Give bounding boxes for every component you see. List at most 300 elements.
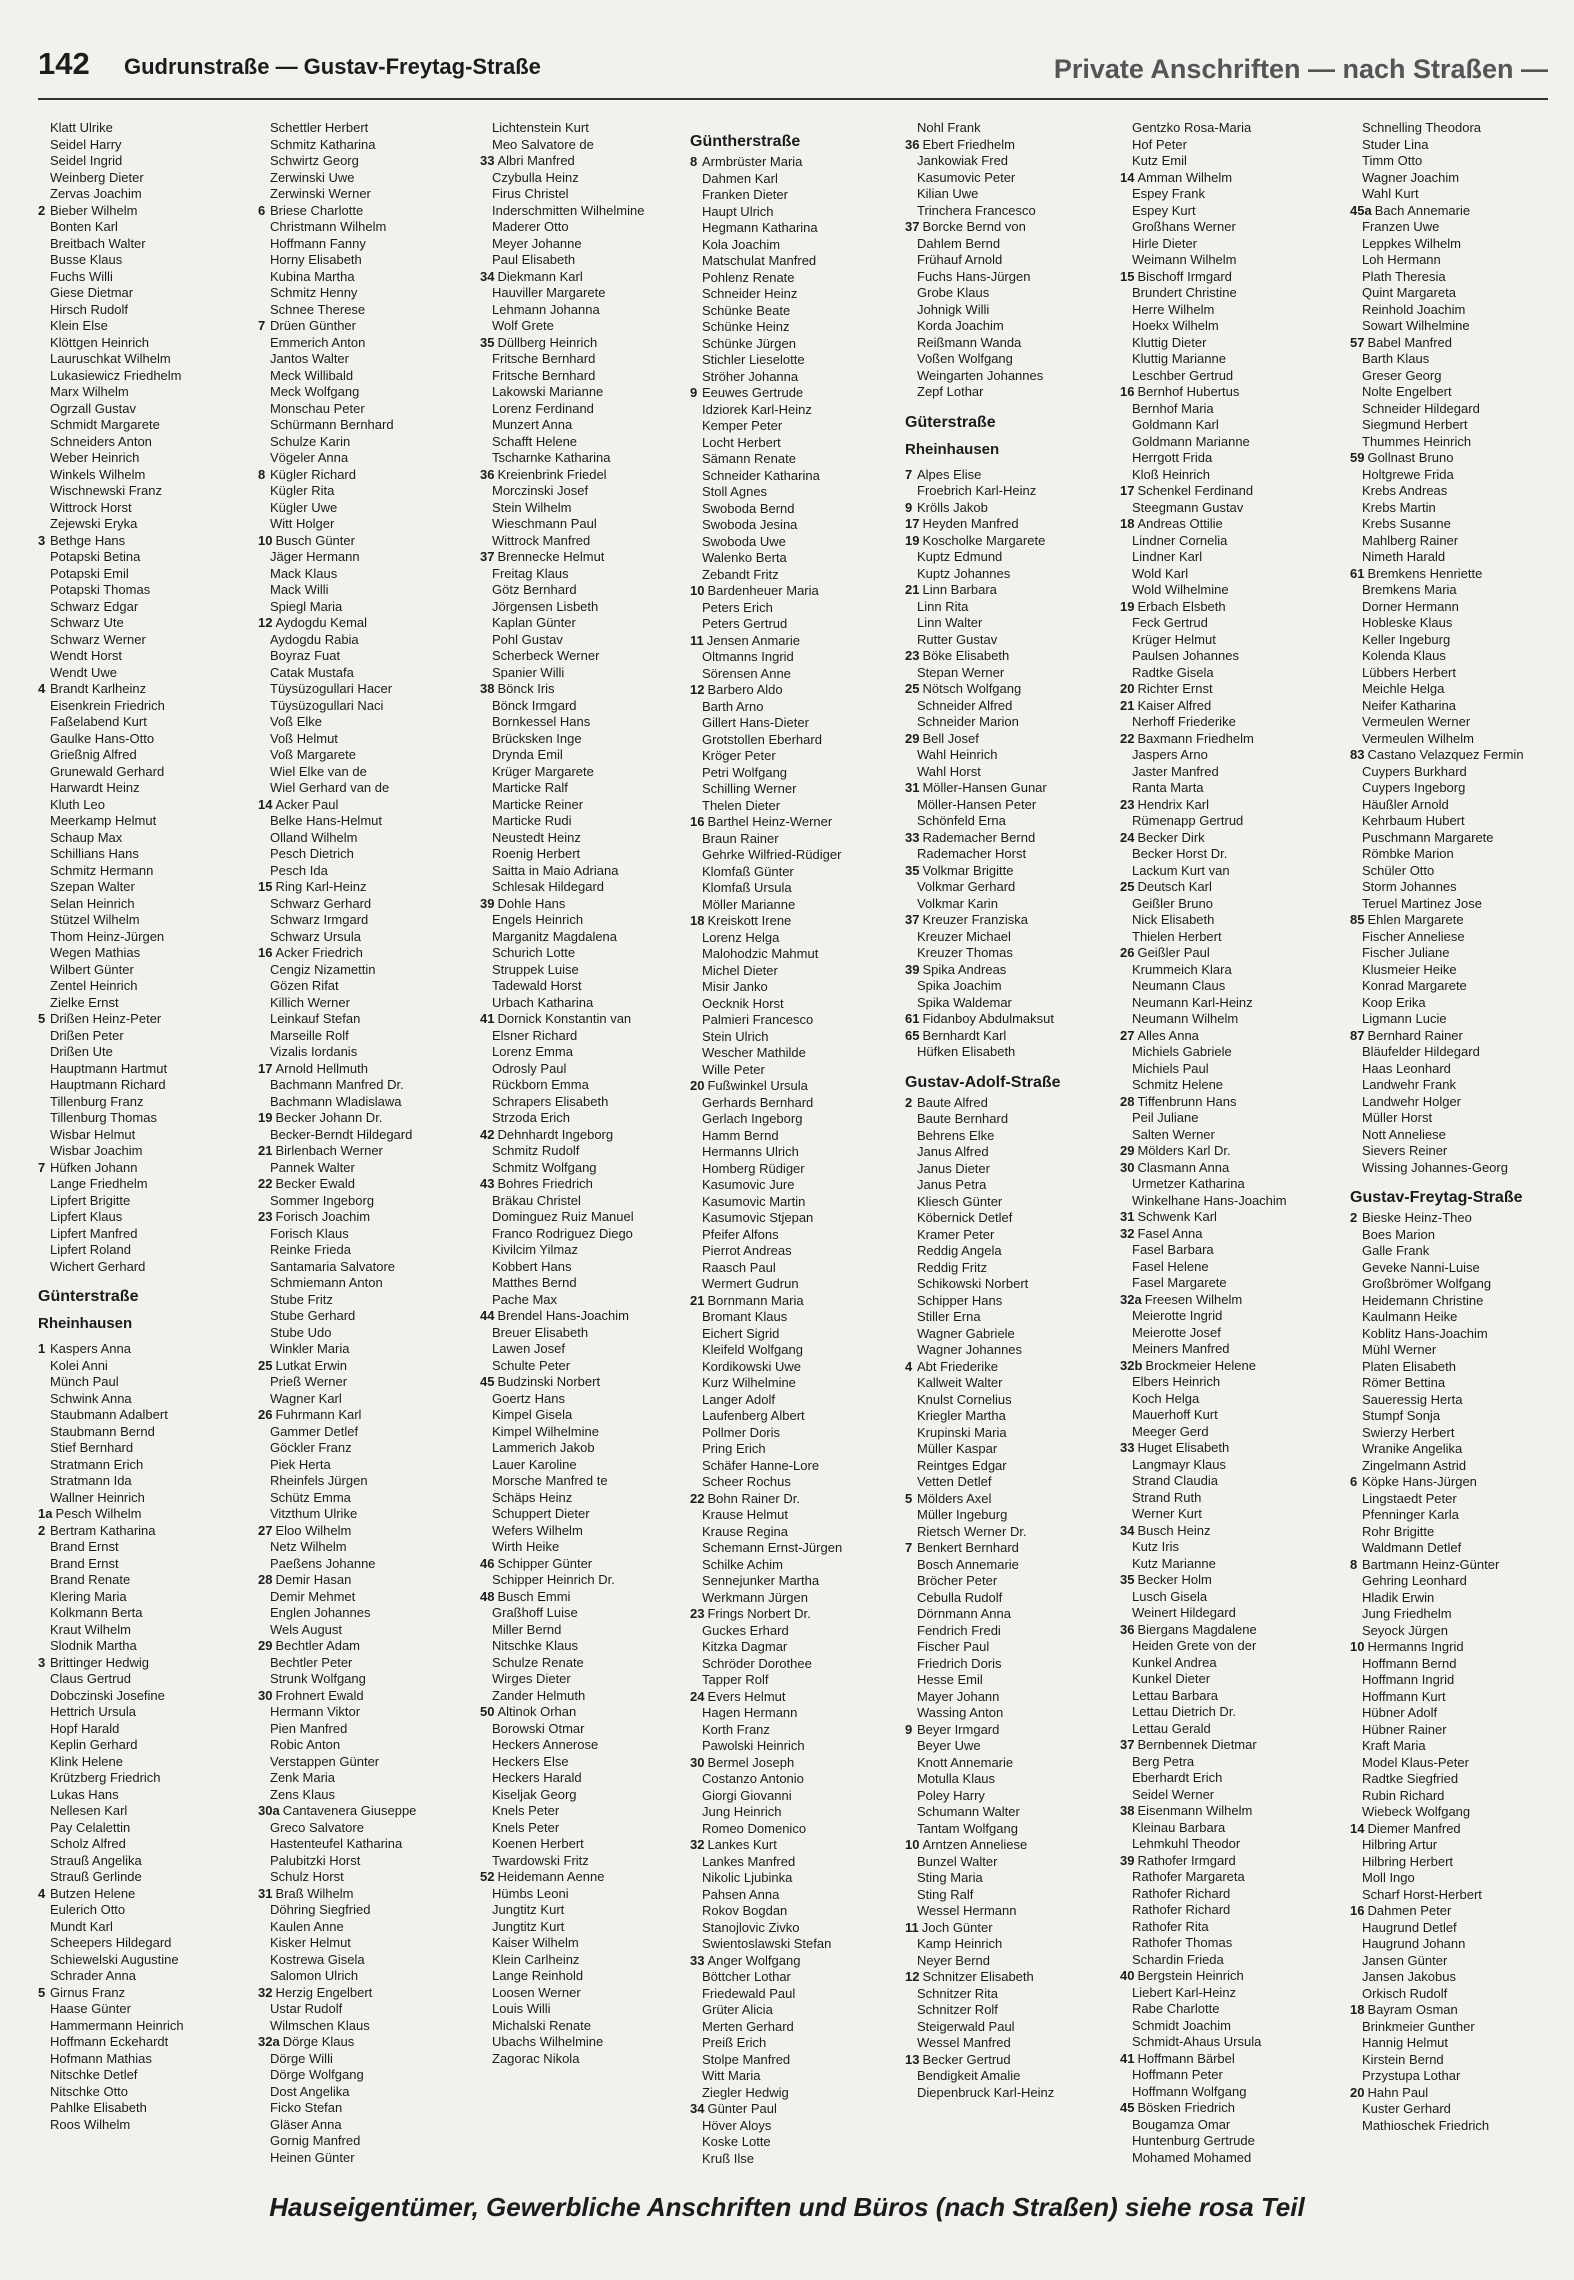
- resident-name: Heckers Annerose: [492, 1737, 599, 1752]
- resident-name: Wischnewski Franz: [50, 483, 162, 498]
- resident-name: Koske Lotte: [702, 2134, 771, 2149]
- resident-name: Jungtitz Kurt: [492, 1918, 565, 1934]
- house-number: 9: [905, 1721, 913, 1737]
- resident-entry: [480, 285, 690, 302]
- house-number: 45: [480, 1374, 495, 1389]
- resident-entry: [905, 1309, 1120, 1326]
- resident-name: Brandt Karlheinz: [50, 681, 147, 696]
- resident-name: Lipfert Brigitte: [50, 1192, 131, 1208]
- resident-name: Seidel Ingrid: [50, 153, 123, 168]
- district-heading: Rheinhausen: [38, 1315, 133, 1332]
- resident-entry: [905, 1771, 1120, 1788]
- resident-name: Heidemann Aenne: [497, 1869, 605, 1884]
- resident-entry: [258, 2084, 480, 2101]
- resident-entry: [905, 2002, 1120, 2019]
- resident-name: Möller Marianne: [702, 896, 796, 912]
- resident-entry: [690, 1309, 905, 1326]
- resident-name: Potapski Emil: [50, 565, 129, 581]
- resident-name: Werner Kurt: [1132, 1506, 1202, 1521]
- resident-entry: [258, 1440, 480, 1457]
- resident-entry: [905, 170, 1120, 187]
- house-number: 1a: [38, 1506, 53, 1521]
- resident-name: Lingstaedt Peter: [1362, 1490, 1457, 1506]
- resident-name: Wold Wilhelmine: [1132, 582, 1229, 597]
- resident-entry: [1350, 1143, 1550, 1160]
- resident-name: Fasel Anna: [1137, 1225, 1203, 1241]
- resident-name: Mohamed Mohamed: [1132, 2149, 1252, 2165]
- resident-name: Wegen Mathias: [50, 945, 141, 960]
- resident-name: Palmieri Francesco: [702, 1012, 814, 1027]
- resident-name: Koch Helga: [1132, 1390, 1200, 1406]
- resident-entry: [38, 632, 258, 649]
- resident-entry: [905, 813, 1120, 830]
- resident-entry: [38, 417, 258, 434]
- resident-entry: [480, 1919, 690, 1936]
- resident-entry: [690, 1936, 905, 1953]
- resident-name: Benkert Bernhard: [917, 1540, 1019, 1555]
- resident-name: Dost Angelika: [270, 2083, 350, 2099]
- resident-name: Preiß Erich: [702, 2035, 767, 2050]
- resident-name: Lindner Cornelia: [1132, 532, 1228, 548]
- resident-entry: [38, 912, 258, 929]
- resident-entry: [38, 1193, 258, 1210]
- house-number: 39: [905, 961, 920, 977]
- resident-name: Brockmeier Helene: [1145, 1357, 1256, 1373]
- resident-name: Braun Rainer: [702, 830, 779, 846]
- house-number: 29: [258, 1638, 273, 1653]
- resident-name: Fritsche Bernhard: [492, 351, 596, 366]
- resident-name: Galle Frank: [1362, 1243, 1430, 1258]
- resident-entry: [38, 1028, 258, 1045]
- resident-name: Stiller Erna: [917, 1309, 981, 1324]
- resident-name: Zebandt Fritz: [702, 566, 779, 582]
- resident-entry: [905, 995, 1120, 1012]
- resident-entry: [258, 1127, 480, 1144]
- resident-name: Lawen Josef: [492, 1341, 565, 1356]
- resident-entry: [480, 599, 690, 616]
- resident-entry: [258, 879, 480, 896]
- resident-name: Schwarz Werner: [50, 631, 146, 647]
- resident-entry: [690, 534, 905, 551]
- resident-entry: [38, 2100, 258, 2117]
- street-range: Gudrunstraße — Gustav-Freytag-Straße: [124, 54, 541, 79]
- resident-name: Schwink Anna: [50, 1390, 132, 1406]
- resident-entry: [258, 401, 480, 418]
- resident-entry: [1350, 1408, 1550, 1425]
- resident-name: Pahsen Anna: [702, 1886, 780, 1902]
- resident-name: Michiels Gabriele: [1132, 1044, 1232, 1059]
- resident-entry: [38, 2034, 258, 2051]
- resident-entry: [1350, 401, 1550, 418]
- resident-name: Thom Heinz-Jürgen: [50, 928, 165, 944]
- resident-name: Meichle Helga: [1362, 681, 1445, 696]
- resident-name: Kutz Emil: [1132, 153, 1187, 168]
- resident-name: Breuer Elisabeth: [492, 1324, 589, 1340]
- resident-name: Stolpe Manfred: [702, 2051, 791, 2067]
- resident-name: Holtgrewe Frida: [1362, 466, 1454, 482]
- resident-entry: [258, 1391, 480, 1408]
- resident-name: Bonten Karl: [50, 219, 118, 234]
- resident-entry: [38, 252, 258, 269]
- resident-entry: [690, 814, 905, 831]
- house-number: 33: [1120, 1440, 1135, 1455]
- resident-entry: [258, 1473, 480, 1490]
- resident-name: Michel Dieter: [702, 962, 778, 978]
- resident-name: Pien Manfred: [270, 1720, 348, 1736]
- resident-entry: [480, 1358, 690, 1375]
- resident-entry: [1350, 1936, 1550, 1953]
- resident-name: Klusmeier Heike: [1362, 961, 1457, 977]
- resident-entry: [1120, 549, 1350, 566]
- resident-entry: [690, 831, 905, 848]
- resident-name: Johnigk Willi: [917, 301, 990, 317]
- resident-name: Seidel Harry: [50, 136, 122, 152]
- resident-name: Meeger Gerd: [1132, 1423, 1209, 1439]
- resident-name: Swoboda Bernd: [702, 500, 795, 516]
- resident-entry: [38, 1770, 258, 1787]
- house-number: 25: [905, 681, 920, 696]
- resident-name: Schipper Heinrich Dr.: [492, 1572, 615, 1587]
- resident-entry: [1120, 1391, 1350, 1408]
- resident-entry: [1120, 1440, 1350, 1457]
- resident-name: Lakowski Marianne: [492, 384, 604, 399]
- resident-name: Timm Otto: [1362, 153, 1423, 168]
- resident-name: Koenen Herbert: [492, 1836, 584, 1851]
- resident-name: Loh Hermann: [1362, 252, 1441, 267]
- resident-entry: [1350, 1375, 1550, 1392]
- resident-entry: [258, 747, 480, 764]
- house-number: 2: [905, 1094, 913, 1110]
- resident-entry: [38, 1605, 258, 1622]
- resident-entry: [258, 1539, 480, 1556]
- resident-name: Nolte Engelbert: [1362, 384, 1452, 399]
- house-number: 32a: [1120, 1291, 1142, 1307]
- resident-name: Scholz Alfred: [50, 1836, 126, 1851]
- resident-name: Nellesen Karl: [50, 1803, 128, 1818]
- resident-name: Busse Klaus: [50, 252, 123, 267]
- resident-name: Schulze Renate: [492, 1654, 584, 1670]
- resident-name: Lauruschkat Wilhelm: [50, 351, 171, 366]
- resident-entry: [480, 1638, 690, 1655]
- house-number: 31: [905, 780, 920, 795]
- house-number: 40: [1120, 1968, 1135, 1983]
- resident-name: Spika Andreas: [922, 961, 1007, 977]
- resident-name: Großbrömer Wolfgang: [1362, 1276, 1492, 1291]
- resident-entry: [905, 549, 1120, 566]
- resident-entry: [905, 1458, 1120, 1475]
- resident-name: Anger Wolfgang: [707, 1952, 801, 1968]
- resident-entry: [905, 120, 1120, 137]
- resident-name: Frühauf Arnold: [917, 252, 1003, 267]
- resident-entry: [480, 731, 690, 748]
- resident-entry: [480, 1754, 690, 1771]
- resident-entry: [38, 335, 258, 352]
- resident-name: Schnee Therese: [270, 301, 366, 317]
- resident-entry: [1120, 1143, 1350, 1160]
- resident-entry: [258, 863, 480, 880]
- resident-entry: [690, 1804, 905, 1821]
- resident-entry: [480, 1473, 690, 1490]
- resident-name: Krebs Andreas: [1362, 483, 1448, 498]
- resident-name: Wissing Johannes-Georg: [1362, 1159, 1508, 1175]
- resident-name: Schmitz Henny: [270, 285, 358, 300]
- resident-name: Diepenbruck Karl-Heinz: [917, 2084, 1055, 2100]
- resident-name: Arntzen Anneliese: [922, 1837, 1028, 1852]
- resident-entry: [38, 1391, 258, 1408]
- resident-entry: [1120, 236, 1350, 253]
- resident-name: Bougamza Omar: [1132, 2116, 1231, 2132]
- resident-name: Eulerich Otto: [50, 1902, 126, 1917]
- resident-entry: [1120, 1952, 1350, 1969]
- resident-entry: [905, 1044, 1120, 1061]
- resident-name: Krebs Martin: [1362, 499, 1436, 515]
- resident-entry: [38, 1952, 258, 1969]
- resident-name: Koscholke Margarete: [922, 532, 1046, 548]
- resident-name: Bernbennek Dietmar: [1137, 1737, 1257, 1752]
- house-number: 17: [258, 1060, 273, 1076]
- resident-name: Gillert Hans-Dieter: [702, 715, 809, 730]
- resident-entry: [1120, 318, 1350, 335]
- resident-name: Schneider Alfred: [917, 697, 1013, 713]
- resident-name: Kleinau Barbara: [1132, 1819, 1226, 1835]
- resident-entry: [905, 384, 1120, 401]
- resident-entry: [690, 204, 905, 221]
- resident-name: Krause Helmut: [702, 1507, 788, 1522]
- resident-entry: [690, 567, 905, 584]
- resident-entry: [690, 1524, 905, 1541]
- resident-entry: [690, 1375, 905, 1392]
- resident-name: Verstappen Günter: [270, 1753, 380, 1769]
- resident-entry: [258, 2001, 480, 2018]
- resident-entry: [905, 2052, 1120, 2069]
- resident-name: Bendigkeit Amalie: [917, 2068, 1021, 2083]
- resident-name: Winkels Wilhelm: [50, 466, 146, 482]
- resident-entry: [905, 929, 1120, 946]
- resident-name: Swoboda Jesina: [702, 517, 798, 532]
- resident-name: Hammermann Heinrich: [50, 2017, 184, 2033]
- resident-entry: [1350, 1722, 1550, 1739]
- page-header: [38, 46, 1548, 90]
- resident-entry: [690, 897, 905, 914]
- resident-entry: [480, 1226, 690, 1243]
- resident-name: Geißler Bruno: [1132, 895, 1213, 911]
- resident-entry: [690, 1986, 905, 2003]
- resident-entry: [1120, 582, 1350, 599]
- resident-entry: [905, 186, 1120, 203]
- resident-entry: [1350, 483, 1550, 500]
- resident-entry: [480, 615, 690, 632]
- house-number: 30: [1120, 1159, 1135, 1175]
- resident-entry: [1350, 1672, 1550, 1689]
- resident-entry: [690, 1573, 905, 1590]
- resident-name: Kamp Heinrich: [917, 1936, 1003, 1951]
- resident-entry: [38, 1655, 258, 1672]
- resident-entry: [258, 1457, 480, 1474]
- resident-entry: [1350, 1540, 1550, 1557]
- house-number: 16: [1120, 384, 1135, 399]
- resident-name: Briese Charlotte: [270, 202, 364, 218]
- resident-entry: [1120, 995, 1350, 1012]
- resident-entry: [690, 468, 905, 485]
- resident-entry: [1350, 302, 1550, 319]
- resident-entry: [1120, 2084, 1350, 2101]
- resident-entry: [905, 945, 1120, 962]
- resident-name: Scheer Rochus: [702, 1474, 791, 1489]
- resident-entry: [1120, 1655, 1350, 1672]
- resident-name: Fuchs Hans-Jürgen: [917, 268, 1031, 284]
- resident-entry: [38, 170, 258, 187]
- resident-entry: [258, 351, 480, 368]
- resident-name: Lorenz Ferdinand: [492, 400, 594, 416]
- resident-entry: [1350, 599, 1550, 616]
- resident-name: Schünke Beate: [702, 302, 791, 318]
- resident-name: Alpes Elise: [917, 466, 982, 482]
- resident-entry: [480, 170, 690, 187]
- resident-entry: [905, 1788, 1120, 1805]
- resident-name: Meyer Johanne: [492, 235, 582, 251]
- resident-entry: [38, 186, 258, 203]
- resident-entry: [258, 2150, 480, 2167]
- resident-name: Lettau Barbara: [1132, 1687, 1219, 1703]
- resident-entry: [1350, 1474, 1550, 1491]
- resident-entry: [38, 1341, 258, 1358]
- resident-name: Schönfeld Erna: [917, 813, 1006, 828]
- resident-entry: [258, 1803, 480, 1820]
- resident-name: Kliesch Günter: [917, 1193, 1003, 1209]
- resident-name: Rathofer Richard: [1132, 1902, 1231, 1917]
- resident-name: Kisker Helmut: [270, 1935, 351, 1950]
- resident-entry: [480, 1028, 690, 1045]
- resident-entry: [690, 1656, 905, 1673]
- resident-name: Neustedt Heinz: [492, 829, 581, 845]
- resident-name: Kaiser Alfred: [1137, 697, 1212, 713]
- resident-name: Kobbert Hans: [492, 1258, 572, 1274]
- resident-entry: [905, 1375, 1120, 1392]
- resident-name: Brand Ernst: [50, 1555, 119, 1571]
- resident-name: Louis Willi: [492, 2001, 551, 2016]
- resident-name: Zerwinski Werner: [270, 186, 371, 201]
- resident-name: Sting Ralf: [917, 1886, 974, 1902]
- resident-name: Reintges Edgar: [917, 1457, 1007, 1473]
- house-number: 21: [258, 1143, 273, 1158]
- resident-entry: [258, 830, 480, 847]
- resident-name: Dahlem Bernd: [917, 235, 1001, 251]
- resident-entry: [690, 979, 905, 996]
- resident-name: Lukas Hans: [50, 1786, 119, 1802]
- resident-entry: [480, 1391, 690, 1408]
- resident-name: Tüysüzogullari Naci: [270, 697, 384, 713]
- resident-entry: [480, 1341, 690, 1358]
- resident-entry: [1350, 1342, 1550, 1359]
- resident-entry: [258, 516, 480, 533]
- resident-entry: [690, 1425, 905, 1442]
- house-number: 25: [258, 1357, 273, 1373]
- resident-entry: [905, 1804, 1120, 1821]
- resident-entry: [480, 219, 690, 236]
- resident-entry: [690, 1738, 905, 1755]
- resident-name: Schünke Jürgen: [702, 335, 796, 351]
- resident-name: Krüger Helmut: [1132, 631, 1216, 647]
- house-number: 32b: [1120, 1357, 1143, 1373]
- resident-entry: [690, 171, 905, 188]
- resident-entry: [38, 582, 258, 599]
- house-number: 39: [480, 895, 495, 911]
- resident-entry: [1350, 846, 1550, 863]
- resident-entry: [690, 963, 905, 980]
- resident-name: Busch Günter: [275, 532, 355, 548]
- resident-name: Twardowski Fritz: [492, 1852, 589, 1868]
- resident-entry: [480, 2018, 690, 2035]
- resident-name: Hamm Bernd: [702, 1127, 779, 1143]
- resident-name: Mölders Karl Dr.: [1137, 1143, 1231, 1158]
- resident-name: Babel Manfred: [1367, 334, 1453, 350]
- resident-entry: [38, 945, 258, 962]
- resident-name: Wieschmann Paul: [492, 516, 597, 531]
- resident-entry: [38, 1836, 258, 1853]
- resident-entry: [690, 748, 905, 765]
- resident-entry: [258, 1176, 480, 1193]
- resident-name: Erbach Elsbeth: [1137, 598, 1226, 614]
- house-number: 24: [690, 1688, 705, 1704]
- resident-name: Rathofer Richard: [1132, 1885, 1231, 1901]
- resident-name: Haugrund Detlef: [1362, 1919, 1457, 1935]
- resident-entry: [1120, 846, 1350, 863]
- resident-entry: [690, 2101, 905, 2118]
- resident-name: Killich Werner: [270, 994, 350, 1010]
- resident-entry: [258, 1308, 480, 1325]
- resident-name: Weinert Hildegard: [1132, 1605, 1236, 1620]
- house-number: 31: [258, 1885, 273, 1901]
- resident-name: Schnitzer Rolf: [917, 2002, 998, 2017]
- resident-name: Pollmer Doris: [702, 1424, 781, 1440]
- resident-entry: [480, 2034, 690, 2051]
- resident-name: Rubin Richard: [1362, 1787, 1445, 1803]
- resident-entry: [38, 1127, 258, 1144]
- resident-name: Paul Elisabeth: [492, 252, 576, 267]
- resident-entry: [690, 2134, 905, 2151]
- house-number: 23: [1120, 796, 1135, 812]
- resident-name: Tscharnke Katharina: [492, 450, 611, 465]
- resident-name: Staubmann Bernd: [50, 1423, 155, 1439]
- resident-name: Marticke Ralf: [492, 780, 568, 795]
- resident-entry: [38, 1902, 258, 1919]
- resident-name: Schwarz Gerhard: [270, 895, 372, 911]
- resident-entry: [690, 715, 905, 732]
- resident-entry: [690, 1557, 905, 1574]
- resident-entry: [690, 682, 905, 699]
- resident-entry: [690, 1392, 905, 1409]
- resident-entry: [1120, 153, 1350, 170]
- house-number: 8: [1350, 1556, 1358, 1572]
- street-heading: Günterstraße: [38, 1288, 139, 1305]
- resident-entry: [905, 797, 1120, 814]
- resident-name: Ehlen Margarete: [1367, 912, 1464, 927]
- resident-entry: [38, 1061, 258, 1078]
- resident-entry: [258, 978, 480, 995]
- resident-entry: [480, 797, 690, 814]
- resident-entry: [480, 978, 690, 995]
- house-number: 6: [258, 202, 266, 218]
- resident-name: Lankes Kurt: [707, 1837, 777, 1852]
- resident-name: Vögeler Anna: [270, 450, 349, 465]
- resident-entry: [690, 1441, 905, 1458]
- resident-entry: [905, 1111, 1120, 1128]
- resident-name: Schiewelski Augustine: [50, 1951, 179, 1967]
- resident-name: Gaulke Hans-Otto: [50, 730, 155, 746]
- resident-entry: [258, 467, 480, 484]
- resident-name: Janus Dieter: [917, 1160, 990, 1176]
- resident-entry: [38, 1968, 258, 1985]
